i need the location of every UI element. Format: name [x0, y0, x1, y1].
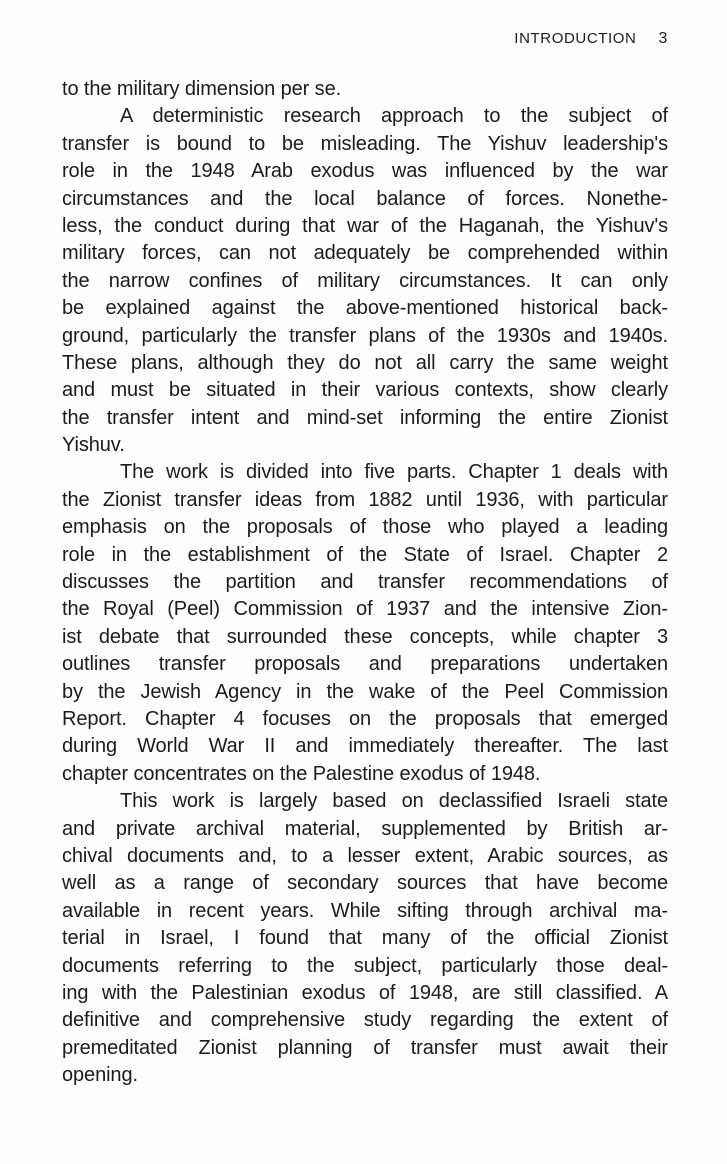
- text-line: the Royal (Peel) Commission of 1937 and the intensive Zion-: [62, 598, 668, 621]
- text-line: A deterministic research approach to the subject of: [120, 105, 668, 128]
- page-body: [62, 76, 668, 1089]
- text-line: terial in Israel, I found that many of the official Zionist: [62, 927, 668, 950]
- text-line: opening.: [62, 1064, 138, 1087]
- text-line: definitive and comprehensive study regarding the extent of: [62, 1009, 668, 1032]
- page-header: [514, 30, 668, 48]
- text-line: Report. Chapter 4 focuses on the proposals that emerged: [62, 707, 668, 730]
- text-line: The work is divided into five parts. Chapter 1 deals with: [120, 461, 668, 484]
- text-line: available in recent years. While sifting through archival ma-: [62, 899, 668, 922]
- text-line: ing with the Palestinian exodus of 1948, are still classified. A: [62, 981, 668, 1004]
- text-line: discusses the partition and transfer recommendations of: [62, 571, 668, 594]
- text-line: outlines transfer proposals and preparations undertaken: [62, 653, 668, 676]
- text-line: role in the establishment of the State of Israel. Chapter 2: [62, 543, 668, 566]
- text-line: military forces, can not adequately be comprehended within: [62, 242, 668, 265]
- text-line: documents referring to the subject, particularly those deal-: [62, 954, 668, 977]
- text-line: be explained against the above-mentioned historical back-: [62, 297, 668, 320]
- text-line: These plans, although they do not all carry the same weight: [62, 351, 668, 374]
- text-line: role in the 1948 Arab exodus was influenced by the war: [62, 160, 668, 183]
- text-line: less, the conduct during that war of the Haganah, the Yishuv's: [62, 214, 668, 237]
- text-line: transfer is bound to be misleading. The Yishuv leadership's: [62, 132, 668, 155]
- running-title: INTRODUCTION: [514, 30, 637, 47]
- text-line: the narrow confines of military circumstances. It can only: [62, 269, 668, 292]
- text-line: ist debate that surrounded these concepts, while chapter 3: [62, 625, 668, 648]
- page-number: 3: [658, 30, 668, 47]
- text-line: well as a range of secondary sources that have become: [62, 872, 668, 895]
- text-line: chival documents and, to a lesser extent, Arabic sources, as: [62, 844, 668, 867]
- text-line: chapter concentrates on the Palestine exodus of 1948.: [62, 762, 541, 785]
- text-line: Yishuv.: [62, 434, 125, 457]
- text-line: the Zionist transfer ideas from 1882 until 1936, with particular: [62, 488, 668, 511]
- text-line: to the military dimension per se.: [62, 78, 342, 100]
- text-line: circumstances and the local balance of forces. Nonethe-: [62, 187, 668, 210]
- text-line: and private archival material, supplemented by British ar-: [62, 817, 668, 840]
- text-line: This work is largely based on declassified Israeli state: [120, 790, 668, 813]
- text-line: the transfer intent and mind-set informing the entire Zionist: [62, 406, 668, 429]
- text-line: during World War II and immediately thereafter. The last: [62, 735, 668, 758]
- text-line: emphasis on the proposals of those who played a leading: [62, 516, 668, 539]
- text-line: by the Jewish Agency in the wake of the Peel Commission: [62, 680, 668, 703]
- text-line: premeditated Zionist planning of transfer must await their: [62, 1036, 668, 1059]
- text-line: ground, particularly the transfer plans of the 1930s and 1940s.: [62, 324, 668, 347]
- text-line: and must be situated in their various contexts, show clearly: [62, 379, 668, 402]
